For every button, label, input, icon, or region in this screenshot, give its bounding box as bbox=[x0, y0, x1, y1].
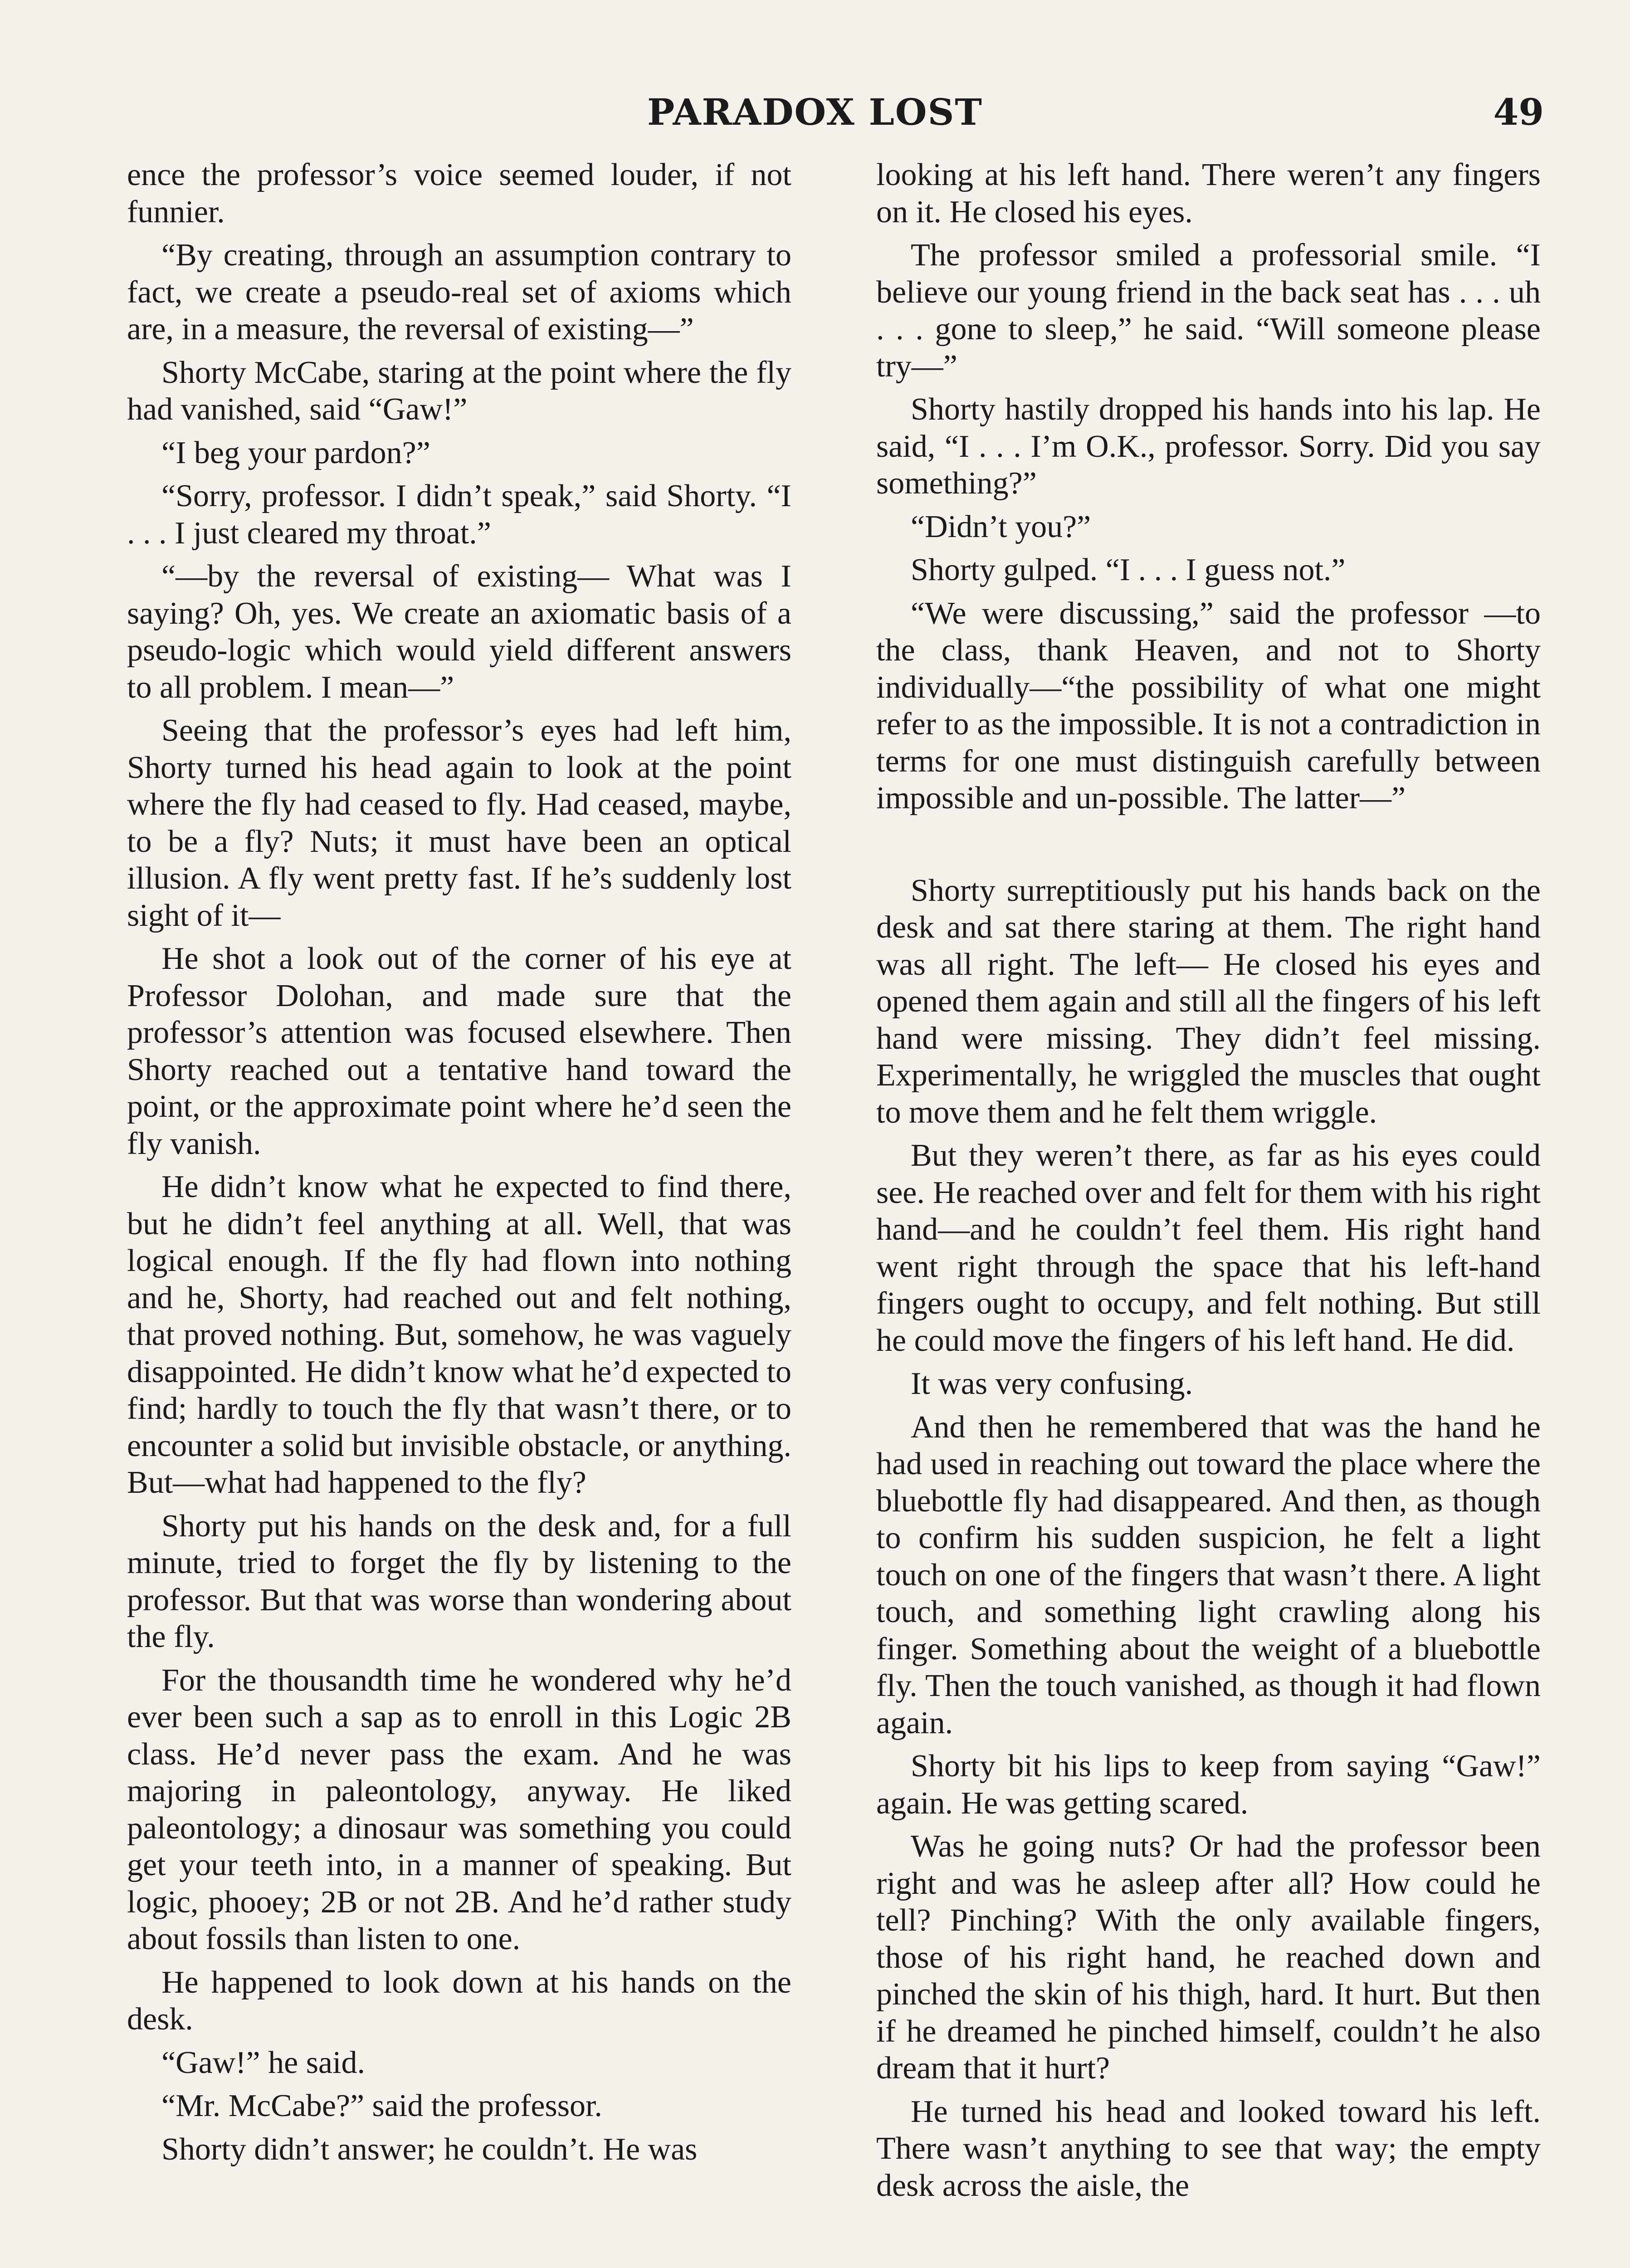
paragraph: He didn’t know what he expected to find there, but he didn’t feel anything at all. Well, that was logical enough. If the fly had flown into nothing and he, Shorty, had reached out and felt nothing, that proved nothing. But, somehow, he was vaguely disappointed. He didn’t know what he’d expected to find; hardly to touch the fly that wasn’t there, or to encounter a solid but invisible obstacle, or anything. But—what had happened to the fly? bbox=[127, 1169, 791, 1500]
paragraph: “Didn’t you?” bbox=[911, 509, 1091, 544]
page-number: 49 bbox=[1493, 91, 1544, 133]
paragraph: But they weren’t there, as far as his eyes could see. He reached over and felt for them with his right hand—and he couldn’t feel them. His right hand went right through the space that his left-hand fingers ought to occupy, and felt nothing. But still he could move the fingers of his left hand. He did. bbox=[876, 1138, 1541, 1358]
paragraph: For the thousandth time he wondered why he’d ever been such a sap as to enroll in this Logic 2B class. He’d never pass the exam. And he was majoring in paleontology, anyway. He liked paleontology; a dinosaur was something you could get your teeth into, in a manner of speaking. But logic, phooey; 2B or not 2B. And he’d rather study about fossils than listen to one. bbox=[127, 1662, 791, 1956]
paragraph: ence the professor’s voice seemed louder, if not funnier. bbox=[127, 157, 791, 230]
paragraph: “We were discussing,” said the professor —to the class, thank Heaven, and not to Shorty individually—“the possibility of what one might refer to as the impossible. It is not a contradiction in terms for one must distinguish carefully between impossible and un-possible. The latter—” bbox=[876, 596, 1541, 816]
paragraph: He happened to look down at his hands on the desk. bbox=[127, 1965, 791, 2037]
paragraph: Seeing that the professor’s eyes had left him, Shorty turned his head again to look at the point where the fly had ceased to fly. Had ceased, maybe, to be a fly? Nuts; it must have been an optical illusion. A fly went pretty fast. If he’s suddenly lost sight of it— bbox=[127, 713, 791, 933]
paragraph: “Gaw!” he said. bbox=[161, 2045, 365, 2080]
left-column bbox=[127, 156, 791, 2174]
paragraph: Was he going nuts? Or had the professor been right and was he asleep after all? How could he tell? Pinching? With the only available fingers, those of his right hand, he reached down and pinched the skin of his thigh, hard. It hurt. But then if he dreamed he pinched himself, couldn’t he also dream that it hurt? bbox=[876, 1829, 1541, 2086]
paragraph: Shorty McCabe, staring at the point where the fly had vanished, said “Gaw!” bbox=[127, 355, 791, 427]
paragraph: He shot a look out of the corner of his eye at Professor Dolohan, and made sure that the professor’s attention was focused elsewhere. Then Shorty reached out a tentative hand toward the point, or the approximate point where he’d seen the fly vanish. bbox=[127, 941, 791, 1161]
paragraph: Shorty didn’t answer; he couldn’t. He was bbox=[161, 2131, 698, 2167]
paragraph: “Sorry, professor. I didn’t speak,” said Shorty. “I . . . I just cleared my throat.” bbox=[127, 479, 791, 551]
paragraph: Shorty gulped. “I . . . I guess not.” bbox=[911, 552, 1346, 587]
running-title: PARADOX LOST bbox=[647, 91, 983, 133]
paragraph: Shorty surreptitiously put his hands back on the desk and sat there staring at them. The right hand was all right. The left— He closed his eyes and opened them again and still all the fingers of his left hand were missing. They didn’t feel missing. Experimentally, he wriggled the muscles that ought to move them and he felt them wriggle. bbox=[876, 873, 1541, 1130]
paragraph: Shorty put his hands on the desk and, for a full minute, tried to forget the fly by listening to the professor. But that was worse than wondering about the fly. bbox=[127, 1508, 791, 1654]
page-header bbox=[0, 91, 1630, 141]
paragraph: “—by the reversal of existing— What was I saying? Oh, yes. We create an axiomatic basis of a pseudo-logic which would yield different answers to all problem. I mean—” bbox=[127, 559, 791, 705]
paragraph: looking at his left hand. There weren’t any fingers on it. He closed his eyes. bbox=[876, 157, 1541, 230]
paragraph: Shorty bit his lips to keep from saying “Gaw!” again. He was getting scared. bbox=[876, 1749, 1541, 1821]
paragraph: “I beg your pardon?” bbox=[161, 435, 430, 470]
paragraph: Shorty hastily dropped his hands into his lap. He said, “I . . . I’m O.K., professor. Sorry. Did you say something?” bbox=[876, 392, 1541, 501]
paragraph: The professor smiled a professorial smile. “I believe our young friend in the back seat has . . . uh . . . gone to sleep,” he said. “Will someone please try—” bbox=[876, 238, 1541, 384]
paragraph: “By creating, through an assumption contrary to fact, we create a pseudo-real set of axioms which are, in a measure, the reversal of existing—” bbox=[127, 238, 791, 347]
paragraph: It was very confusing. bbox=[911, 1366, 1193, 1401]
paragraph: He turned his head and looked toward his left. There wasn’t anything to see that way; the empty desk across the aisle, the bbox=[876, 2094, 1541, 2203]
paragraph: And then he remembered that was the hand he had used in reaching out toward the place where the bluebottle fly had disappeared. And then, as though to confirm his sudden suspicion, he felt a light touch on one of the fingers that wasn’t there. A light touch, and something light crawling along his finger. Something about the weight of a bluebottle fly. Then the touch vanished, as though it had flown again. bbox=[876, 1409, 1541, 1740]
paragraph: “Mr. McCabe?” said the professor. bbox=[161, 2088, 602, 2123]
right-column bbox=[876, 156, 1541, 2210]
